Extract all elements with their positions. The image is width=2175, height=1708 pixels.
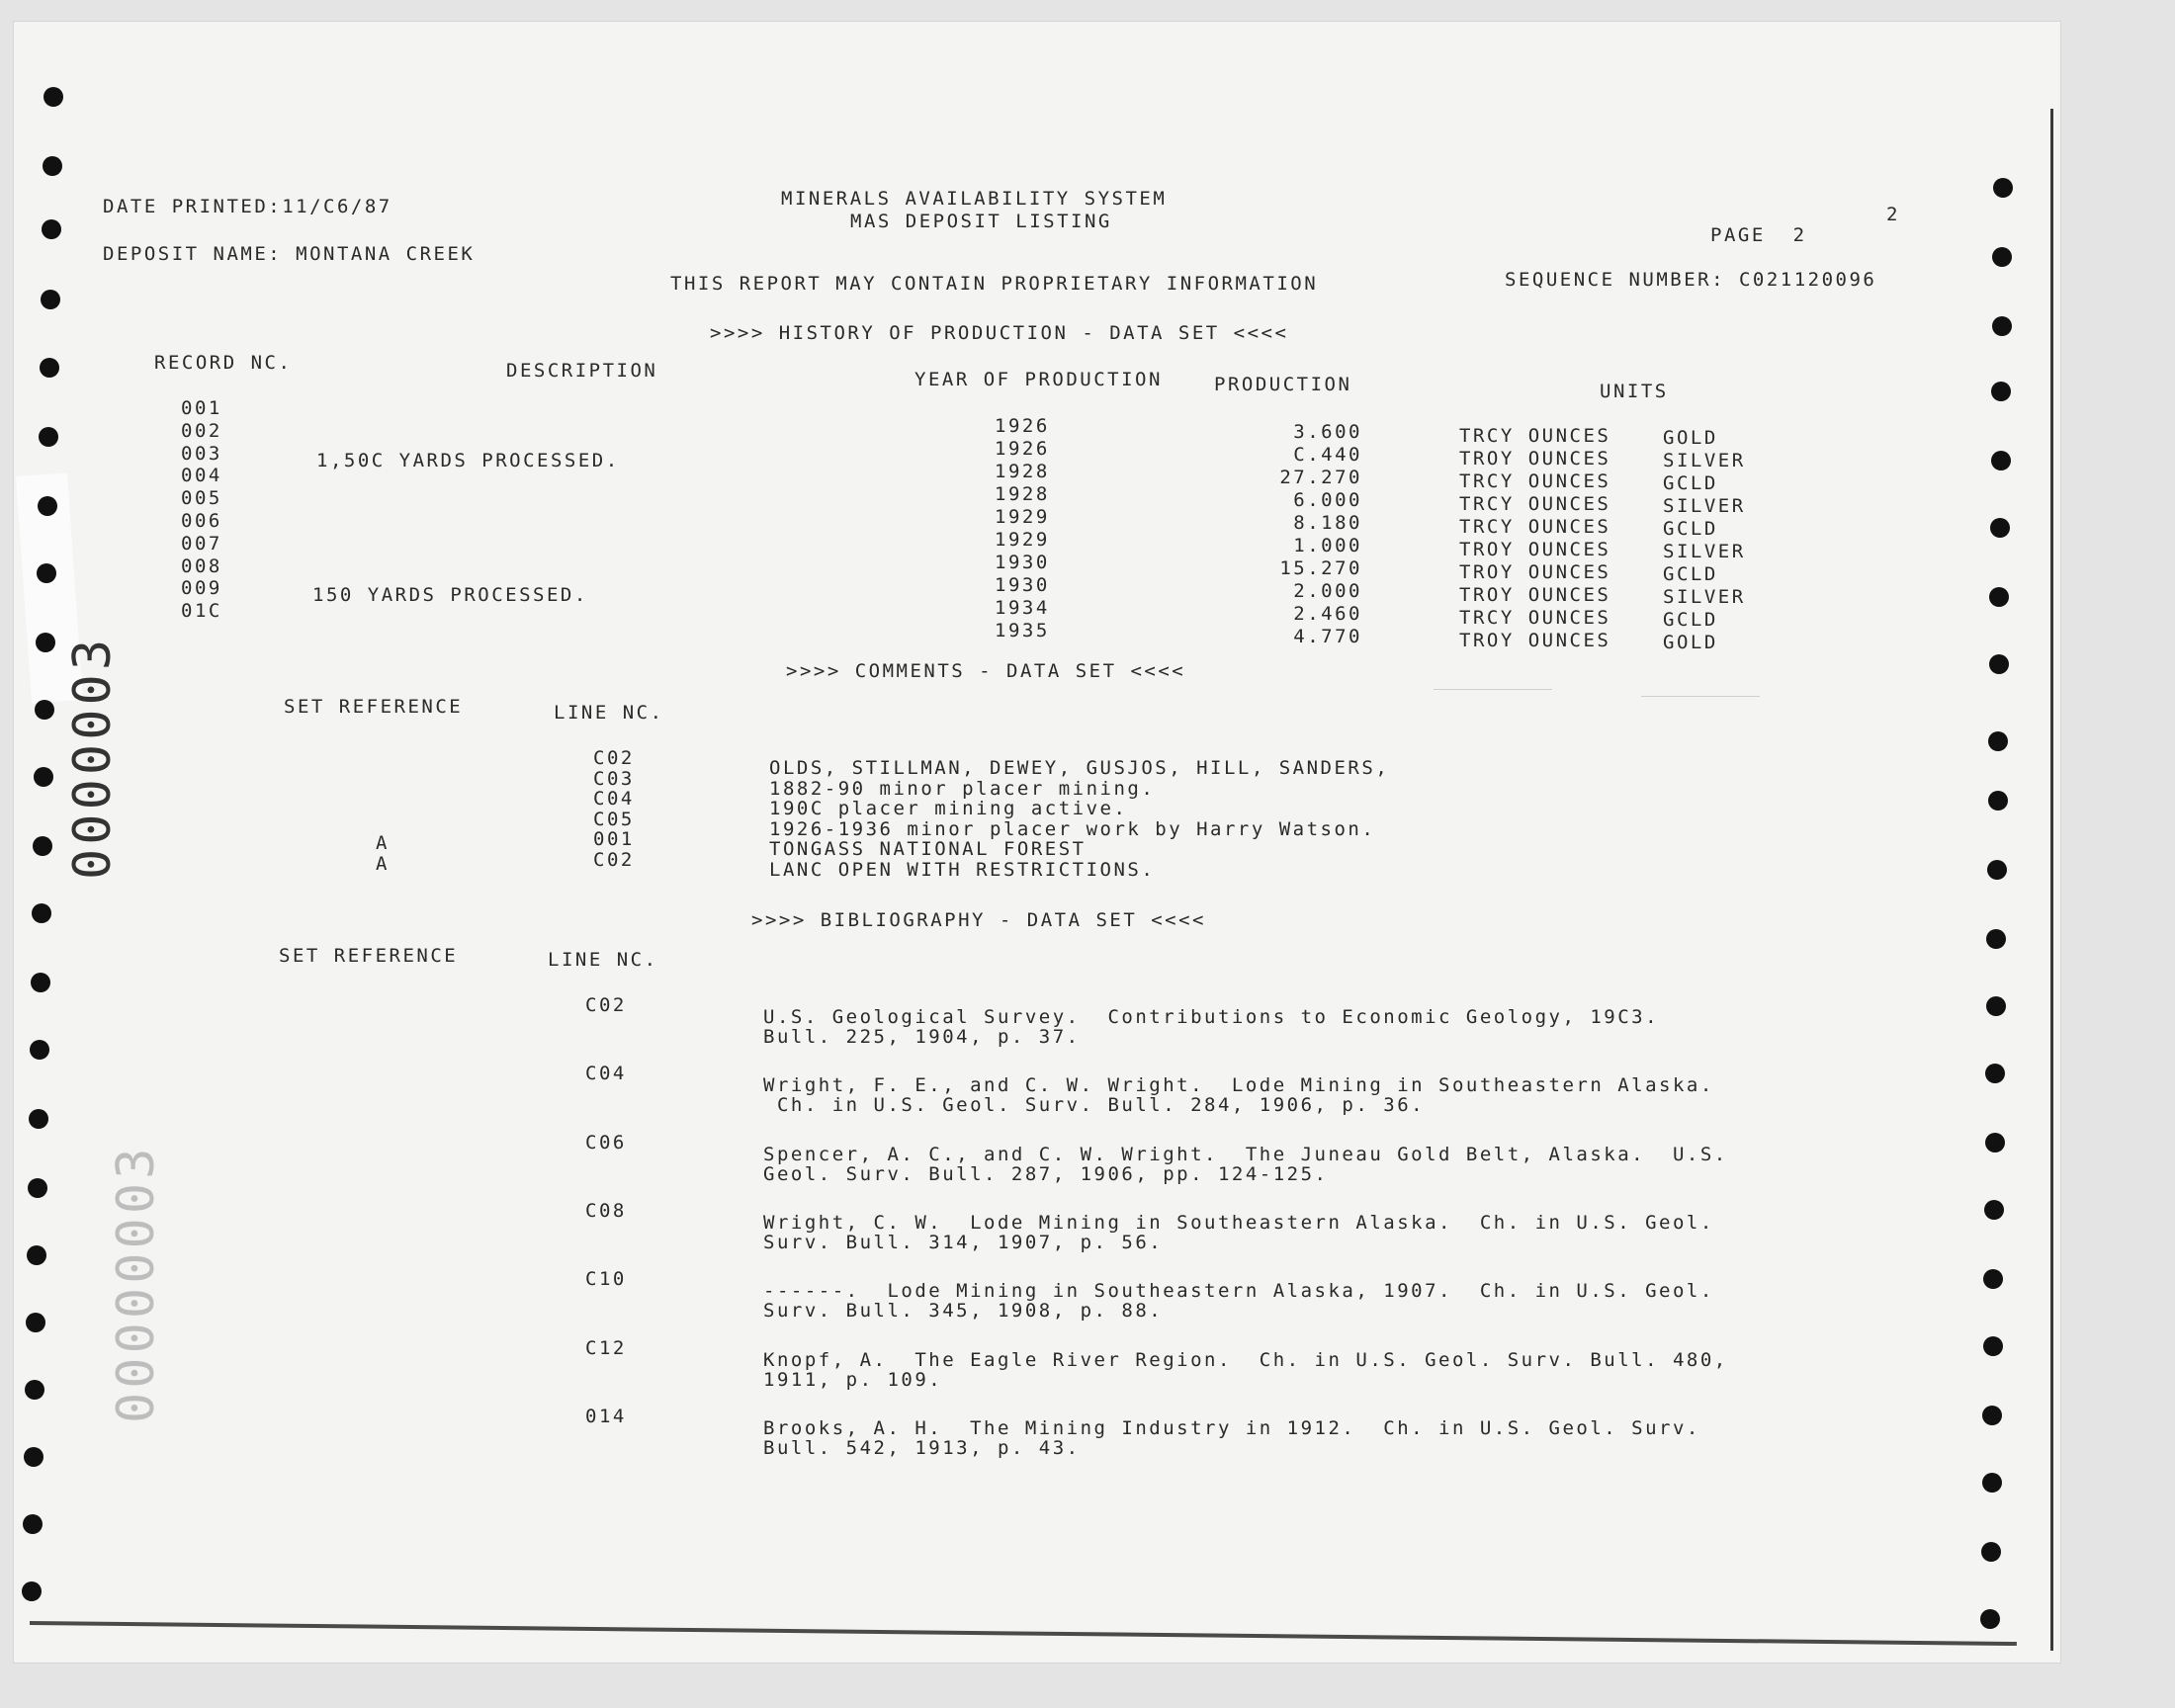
feed-hole xyxy=(44,87,63,107)
col-production: PRODUCTION xyxy=(1214,374,1352,395)
record-number: 004 xyxy=(181,465,222,487)
feed-hole xyxy=(29,1109,48,1129)
bibliography-line-number: C04 xyxy=(585,1063,627,1085)
comment-line-number: C02 xyxy=(593,747,635,769)
feed-hole xyxy=(31,973,50,992)
production-amount: 2.460 xyxy=(1293,603,1362,625)
bibliography-citation-line1: Knopf, A. The Eagle River Region. Ch. in U.S. Geol. Surv. Bull. 480, xyxy=(763,1348,1728,1371)
comment-line-number: 001 xyxy=(593,828,635,850)
production-section-title: >>>> HISTORY OF PRODUCTION - DATA SET <<<< xyxy=(710,322,1289,344)
listing-title: MAS DEPOSIT LISTING xyxy=(850,211,1112,232)
corner-number: 2 xyxy=(1886,204,1900,225)
col-record-number: RECORD NC. xyxy=(154,352,293,374)
comments-section-title: >>>> COMMENTS - DATA SET <<<< xyxy=(786,660,1186,682)
production-mineral: SILVER xyxy=(1663,495,1746,517)
record-number: 009 xyxy=(181,577,222,600)
record-number: 01C xyxy=(181,600,222,623)
faint-rule xyxy=(1434,689,1552,690)
comment-line-number: C02 xyxy=(593,848,635,871)
bibliography-line-number: 014 xyxy=(585,1405,627,1427)
col-year: YEAR OF PRODUCTION xyxy=(914,369,1163,390)
record-number: 002 xyxy=(181,419,222,442)
deposit-name: DEPOSIT NAME: MONTANA CREEK xyxy=(103,243,476,265)
production-mineral: GCLD xyxy=(1663,472,1718,494)
bibliography-citation-line2: Bull. 225, 1904, p. 37. xyxy=(763,1026,1081,1048)
feed-hole xyxy=(34,767,53,787)
bibliography-citation-line1: U.S. Geological Survey. Contributions to Economic Geology, 19C3. xyxy=(763,1006,1660,1028)
comment-text: TONGASS NATIONAL FOREST xyxy=(769,838,1087,860)
record-number: 005 xyxy=(181,487,222,510)
col-units: UNITS xyxy=(1600,381,1669,402)
feed-hole xyxy=(35,700,54,720)
feed-hole xyxy=(26,1313,45,1332)
feed-hole xyxy=(38,496,57,516)
comment-set-reference: A xyxy=(376,852,390,875)
bibliography-citation-line2: Ch. in U.S. Geol. Surv. Bull. 284, 1906, p. 36. xyxy=(763,1094,1426,1117)
bibliography-citation-line1: Wright, F. E., and C. W. Wright. Lode Mining in Southeastern Alaska. xyxy=(763,1074,1714,1097)
production-mineral: GCLD xyxy=(1663,609,1718,631)
record-number: 001 xyxy=(181,397,222,419)
bibliography-citation-line2: Geol. Surv. Bull. 287, 1906, pp. 124-125. xyxy=(763,1162,1329,1185)
production-unit: TRCY OUNCES xyxy=(1459,607,1611,629)
feed-hole xyxy=(36,633,55,652)
bibliography-citation-line1: Brooks, A. H. The Mining Industry in 1912. Ch. in U.S. Geol. Surv. xyxy=(763,1416,1700,1439)
production-mineral: GOLD xyxy=(1663,427,1718,449)
production-year: 1930 xyxy=(995,574,1050,596)
feed-hole xyxy=(30,1040,49,1060)
production-mineral: GCLD xyxy=(1663,563,1718,585)
system-title: MINERALS AVAILABILITY SYSTEM xyxy=(781,188,1168,210)
bibliography-citation-line2: Bull. 542, 1913, p. 43. xyxy=(763,1436,1081,1459)
production-unit: TROY OUNCES xyxy=(1459,584,1611,606)
comments-col-set-reference: SET REFERENCE xyxy=(284,696,464,718)
comment-text: 1926-1936 minor placer work by Harry Watson. xyxy=(769,817,1376,840)
feed-hole xyxy=(37,563,56,583)
description-text: 150 YARDS PROCESSED. xyxy=(312,584,588,606)
feed-hole xyxy=(23,1514,43,1534)
production-amount: 8.180 xyxy=(1293,512,1362,534)
feed-hole xyxy=(39,427,58,447)
production-unit: TROY OUNCES xyxy=(1459,630,1611,651)
production-unit: TROY OUNCES xyxy=(1459,561,1611,583)
production-unit: TRCY OUNCES xyxy=(1459,493,1611,515)
production-unit: TRCY OUNCES xyxy=(1459,470,1611,492)
feed-hole xyxy=(28,1178,47,1198)
feed-hole xyxy=(1988,791,2008,811)
page-number: PAGE 2 xyxy=(1710,224,1807,246)
bibliography-citation-line2: Surv. Bull. 314, 1907, p. 56. xyxy=(763,1231,1164,1253)
production-year: 1929 xyxy=(995,506,1050,528)
feed-hole xyxy=(27,1245,46,1265)
production-amount: 15.270 xyxy=(1279,557,1362,579)
faint-rule xyxy=(1641,696,1760,697)
production-unit: TROY OUNCES xyxy=(1459,448,1611,470)
feed-hole xyxy=(1987,860,2007,880)
production-year: 1935 xyxy=(995,620,1050,641)
bibliography-citation-line1: Spencer, A. C., and C. W. Wright. The Juneau Gold Belt, Alaska. U.S. xyxy=(763,1143,1728,1165)
production-year: 1930 xyxy=(995,552,1050,573)
bibliography-section-title: >>>> BIBLIOGRAPHY - DATA SET <<<< xyxy=(751,909,1206,931)
production-year: 1929 xyxy=(995,529,1050,551)
bibliography-citation-line1: Wright, C. W. Lode Mining in Southeastern Alaska. Ch. in U.S. Geol. xyxy=(763,1211,1714,1234)
bibliography-line-number: C10 xyxy=(585,1268,627,1291)
feed-hole xyxy=(42,219,61,239)
production-mineral: SILVER xyxy=(1663,586,1746,608)
comment-line-number: C03 xyxy=(593,767,635,790)
production-year: 1926 xyxy=(995,415,1050,437)
production-year: 1934 xyxy=(995,597,1050,619)
production-amount: 4.770 xyxy=(1293,626,1362,647)
production-mineral: GOLD xyxy=(1663,632,1718,653)
comment-line-number: C05 xyxy=(593,808,635,830)
feed-hole xyxy=(33,836,52,856)
bibliography-line-number: C06 xyxy=(585,1131,627,1153)
date-printed: DATE PRINTED:11/C6/87 xyxy=(103,196,392,217)
feed-hole xyxy=(1989,654,2009,674)
feed-hole xyxy=(1984,1200,2004,1220)
description-text: 1,50C YARDS PROCESSED. xyxy=(316,450,620,471)
feed-hole xyxy=(41,290,60,309)
comment-text: 1882-90 minor placer mining. xyxy=(769,777,1156,800)
feed-hole xyxy=(40,358,59,378)
col-description: DESCRIPTION xyxy=(506,360,658,382)
comments-col-line-number: LINE NC. xyxy=(554,702,664,724)
production-amount: 3.600 xyxy=(1293,421,1362,443)
feed-hole xyxy=(1986,996,2006,1016)
comment-text: OLDS, STILLMAN, DEWEY, GUSJOS, HILL, SANDERS, xyxy=(769,757,1390,779)
record-number: 008 xyxy=(181,555,222,577)
feed-hole xyxy=(1990,518,2010,538)
proprietary-notice: THIS REPORT MAY CONTAIN PROPRIETARY INFORMATION xyxy=(670,273,1319,295)
production-amount: 6.000 xyxy=(1293,489,1362,511)
feed-hole xyxy=(1981,1542,2001,1562)
bibliography-line-number: C02 xyxy=(585,994,627,1016)
comment-text: LANC OPEN WITH RESTRICTIONS. xyxy=(769,858,1156,881)
feed-hole xyxy=(43,156,62,176)
production-amount: 2.000 xyxy=(1293,580,1362,602)
production-mineral: GCLD xyxy=(1663,518,1718,540)
production-mineral: SILVER xyxy=(1663,541,1746,562)
production-unit: TRCY OUNCES xyxy=(1459,425,1611,447)
bibliography-col-set-reference: SET REFERENCE xyxy=(279,945,459,967)
feed-hole xyxy=(22,1581,42,1601)
feed-hole xyxy=(24,1447,44,1467)
comment-text: 190C placer mining active. xyxy=(769,798,1128,819)
production-unit: TRCY OUNCES xyxy=(1459,516,1611,538)
feed-hole xyxy=(1991,451,2011,470)
sequence-number: SEQUENCE NUMBER: C021120096 xyxy=(1505,269,1877,291)
comment-line-number: C04 xyxy=(593,788,635,810)
record-number: 007 xyxy=(181,532,222,555)
feed-hole xyxy=(25,1380,44,1400)
feed-hole xyxy=(1992,316,2012,336)
feed-hole xyxy=(1993,178,2013,198)
comment-set-reference: A xyxy=(376,832,390,854)
sheet-right-edge xyxy=(2050,109,2053,1651)
production-year: 1928 xyxy=(995,461,1050,482)
feed-hole xyxy=(1982,1473,2002,1493)
bibliography-citation-line2: Surv. Bull. 345, 1908, p. 88. xyxy=(763,1300,1164,1323)
production-unit: TROY OUNCES xyxy=(1459,539,1611,560)
bibliography-citation-line1: ------. Lode Mining in Southeastern Alaska, 1907. Ch. in U.S. Geol. xyxy=(763,1280,1714,1303)
production-amount: 1.000 xyxy=(1293,535,1362,556)
production-amount: 27.270 xyxy=(1279,467,1362,488)
production-year: 1926 xyxy=(995,438,1050,460)
margin-stamp-ghost: 00000003 xyxy=(107,1144,166,1423)
production-mineral: SILVER xyxy=(1663,450,1746,471)
feed-hole xyxy=(1983,1336,2003,1356)
record-number: 006 xyxy=(181,510,222,532)
production-amount: C.440 xyxy=(1293,444,1362,466)
bibliography-line-number: C08 xyxy=(585,1199,627,1222)
bibliography-col-line-number: LINE NC. xyxy=(548,949,658,971)
record-number: 003 xyxy=(181,442,222,465)
feed-hole xyxy=(1985,1133,2005,1153)
bibliography-citation-line2: 1911, p. 109. xyxy=(763,1368,943,1391)
bibliography-line-number: C12 xyxy=(585,1336,627,1359)
margin-stamp-number: 0000003 xyxy=(63,635,123,880)
production-year: 1928 xyxy=(995,483,1050,505)
feed-hole xyxy=(32,903,51,923)
